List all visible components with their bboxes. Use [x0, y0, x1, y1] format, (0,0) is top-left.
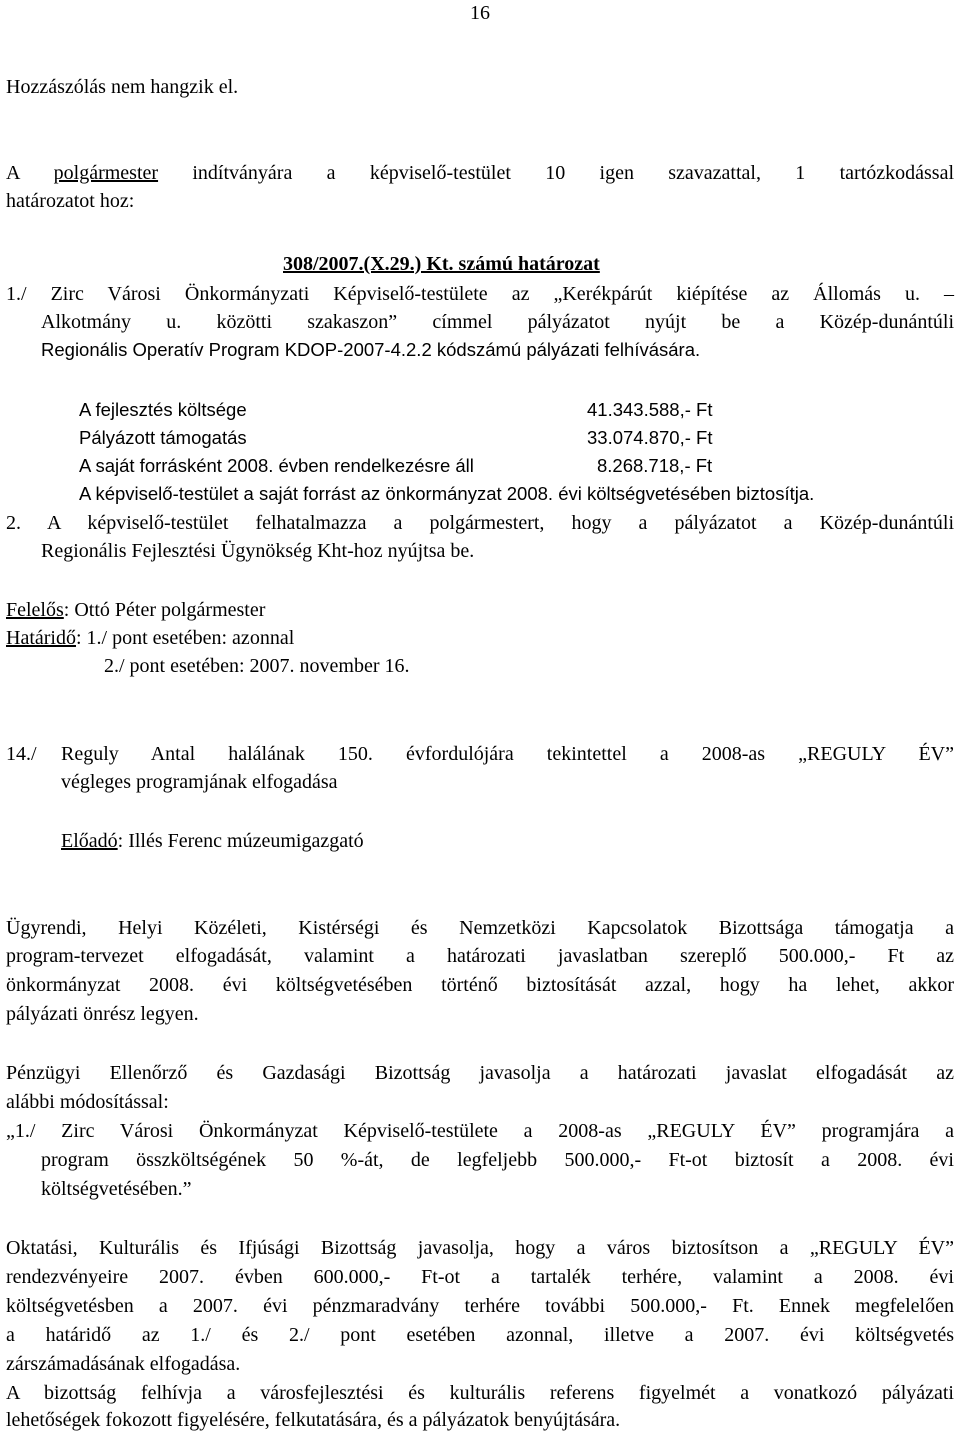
item14-title-line-2: végleges programjának elfogadása [61, 771, 338, 793]
presenter-value: : Illés Ferenc múzeumigazgató [117, 830, 364, 852]
committee2-item-line-1: „1./ Zirc Városi Önkormányzat Képviselő-testülete a 2008-as „REGULY ÉV” programjára a [6, 1120, 954, 1142]
item14-number: 14./ [6, 743, 37, 765]
committee1-line-2: program-tervezet elfogadását, valamint a határozati javaslatban szereplő 500.000,- Ft az [6, 945, 954, 967]
committee2-item-line-3: költségvetésében.” [41, 1178, 192, 1200]
resolution-p2-line-2: Regionális Fejlesztési Ügynökség Kht-hoz nyújtsa be. [41, 540, 475, 562]
resolution-p1-line-2: Alkotmány u. közötti szakaszon” címmel pályázatot nyújt be a Közép-dunántúli [41, 311, 954, 333]
committee2-line-2: alábbi módosítással: [6, 1091, 169, 1113]
committee3-line-7: lehetőségek fokozott figyelésére, felkutatására, és a pályázatok benyújtására. [6, 1409, 621, 1431]
item14-title-line-1: Reguly Antal halálának 150. évfordulójára tekintettel a 2008-as „REGULY ÉV” [61, 743, 954, 765]
committee3-line-4: a határidő az 1./ és 2./ pont esetében azonnal, illetve a 2007. évi költségvetés [6, 1324, 954, 1346]
motion-line-1-rest: indítványára a képviselő-testület 10 igen szavazattal, 1 tartózkodással [158, 162, 954, 184]
responsible-line [6, 597, 265, 623]
responsible-label: Felelős [6, 599, 64, 621]
committee3-line-5: zárszámadásának elfogadása. [6, 1353, 241, 1375]
committee1-line-4: pályázati önrész legyen. [6, 1003, 199, 1025]
deadline-line-1 [6, 625, 294, 651]
own-source-line: A képviselő-testület a saját forrást az önkormányzat 2008. évi költségvetésében biztosítja. [79, 483, 815, 504]
committee3-line-6: A bizottság felhívja a városfejlesztési és kulturális referens figyelmét a vonatkozó pályázati [6, 1382, 954, 1404]
resolution-p1-line-3: Regionális Operatív Program KDOP-2007-4.2.2 kódszámú pályázati felhívására. [41, 339, 701, 360]
responsible-value: : Ottó Péter polgármester [63, 599, 266, 621]
deadline-label: Határidő [6, 627, 76, 649]
cost-label: A fejlesztés költsége [79, 399, 247, 420]
motion-line-1 [6, 160, 954, 186]
deadline-value-2: 2./ pont esetében: 2007. november 16. [104, 655, 410, 677]
support-value: 33.074.870,- Ft [587, 427, 713, 448]
presenter-label: Előadó [61, 830, 118, 852]
own-source-value: 8.268.718,- Ft [597, 455, 713, 476]
deadline-value-1: : 1./ pont esetében: azonnal [75, 627, 295, 649]
support-label: Pályázott támogatás [79, 427, 247, 448]
resolution-p1-line-1: 1./ Zirc Városi Önkormányzati Képviselő-testülete az „Kerékpárút kiépítése az Állomás u. – [6, 283, 954, 305]
comment-line: Hozzászólás nem hangzik el. [6, 76, 239, 98]
committee2-line-1: Pénzügyi Ellenőrző és Gazdasági Bizottság javasolja a határozati javaslat elfogadását az [6, 1062, 954, 1084]
committee1-line-1: Ügyrendi, Helyi Közéleti, Kistérségi és Nemzetközi Kapcsolatok Bizottsága támogatja a [6, 917, 954, 939]
committee3-line-3: költségvetésben a 2007. évi pénzmaradvány terhére további 500.000,- Ft. Ennek megfelelően [6, 1295, 954, 1317]
committee3-line-1: Oktatási, Kulturális és Ifjúsági Bizottság javasolja, hogy a város biztosítson a „REGULY ÉV” [6, 1237, 954, 1259]
presenter-line [61, 828, 364, 854]
resolution-p2-line-1: 2. A képviselő-testület felhatalmazza a polgármestert, hogy a pályázatot a Közép-dunántúli [6, 512, 954, 534]
motion-mayor: polgármester [53, 162, 159, 184]
committee2-item-line-2: program összköltségének 50 %-át, de legfeljebb 500.000,- Ft-ot biztosít a 2008. évi [41, 1149, 954, 1171]
resolution-title: 308/2007.(X.29.) Kt. számú határozat [283, 253, 600, 275]
cost-value: 41.343.588,- Ft [587, 399, 713, 420]
committee3-line-2: rendezvényeire 2007. évben 600.000,- Ft-ot a tartalék terhére, valamint a 2008. évi [6, 1266, 954, 1288]
page-number: 16 [470, 2, 490, 24]
motion-prefix: A [6, 162, 54, 184]
committee1-line-3: önkormányzat 2008. évi költségvetésében történő biztosítását azzal, hogy ha lehet, akkor [6, 974, 954, 996]
motion-line-2: határozatot hoz: [6, 190, 135, 212]
own-source-label: A saját forrásként 2008. évben rendelkezésre áll [79, 455, 474, 476]
